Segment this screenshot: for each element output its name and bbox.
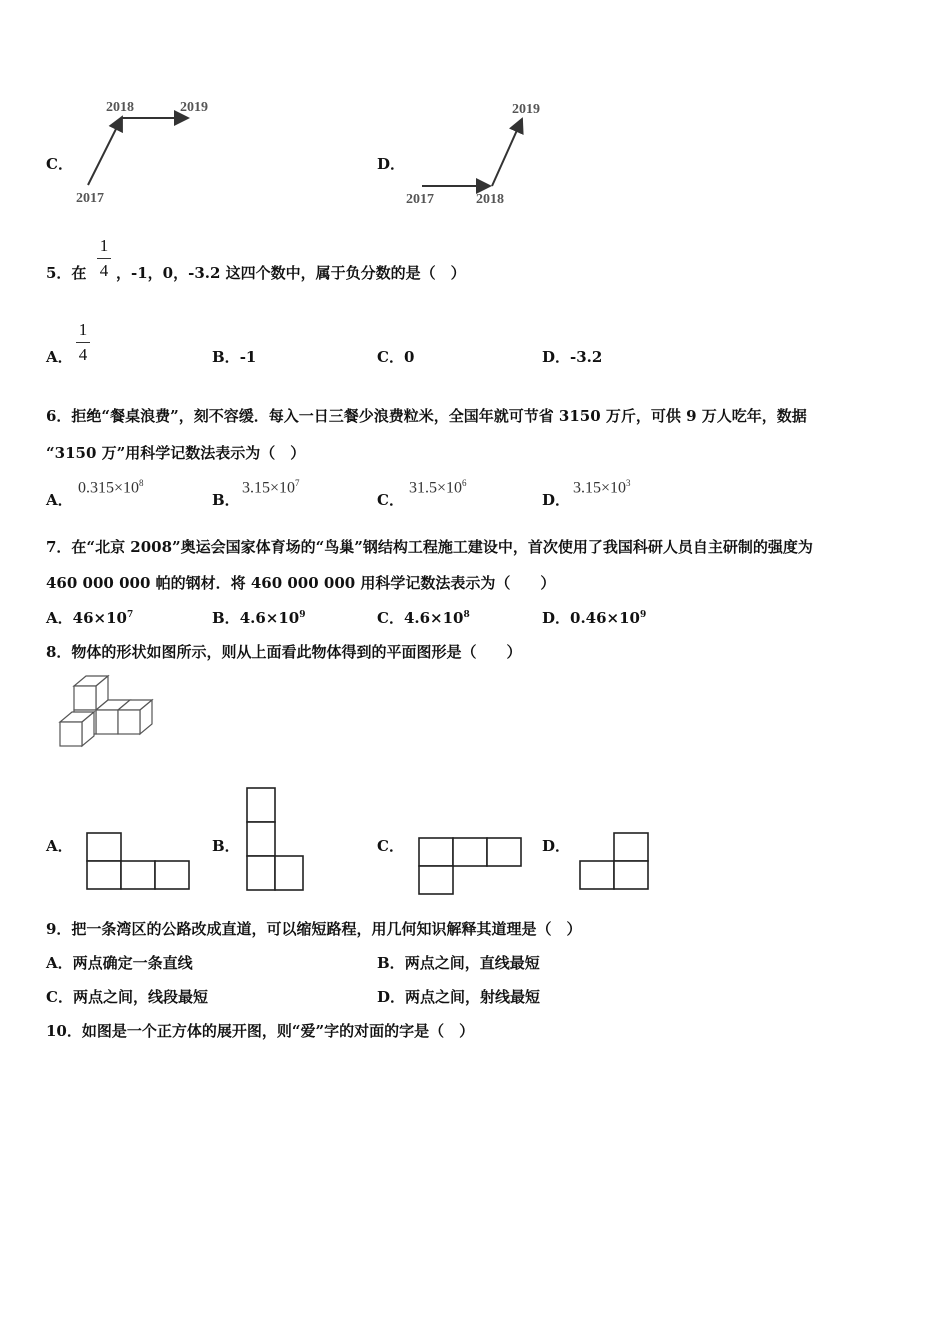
q5-option-b: B．-1 — [212, 348, 257, 366]
q8-option-d-figure — [579, 832, 653, 892]
q6-option-d-label: D． — [542, 491, 571, 509]
q6-stem-line1: 6．拒绝“餐桌浪费”，刻不容缓．每入一日三餐少浪费粒米，全国年就可节省 3150 万斤，可供 9 万人吃年，数据 — [46, 407, 807, 425]
q8-stem: 8．物体的形状如图所示，则从上面看此物体得到的平面图形是（ ） — [46, 643, 522, 661]
q4c-year-2017: 2017 — [76, 191, 104, 206]
q7-option-b: B．$4.6\times 10^9$ — [212, 609, 306, 627]
q10-stem: 10．如图是一个正方体的展开图，则“爱”字的对面的字是（ ） — [46, 1022, 475, 1040]
q5-frac-num: 1 — [99, 236, 109, 255]
q4c-arrow-2017-2018 — [88, 117, 122, 185]
q9-option-d: D．两点之间，射线最短 — [377, 988, 541, 1006]
q5-option-a-label: A． — [46, 348, 73, 366]
q4d-year-2019: 2019 — [512, 102, 540, 117]
q8-solid-figure — [56, 672, 168, 752]
q6-option-b-label: B． — [212, 491, 240, 509]
q4d-year-2017: 2017 — [406, 192, 434, 207]
q7-option-a: A．$46\times 10^7$ — [46, 609, 134, 627]
q8-option-c-label: C． — [377, 837, 404, 855]
q6-option-a-label: A． — [46, 491, 73, 509]
q4-option-d-label: D． — [377, 155, 406, 173]
q6-option-a-value: $0.315\times 10^8$ — [78, 478, 144, 497]
q6-stem-line2: “3150 万”用科学记数法表示为（ ） — [46, 444, 306, 462]
q9-stem: 9．把一条湾区的公路改成直道，可以缩短路程，用几何知识解释其道理是（ ） — [46, 920, 582, 938]
q4-option-d-diagram — [400, 95, 570, 210]
q5-option-d: D．-3.2 — [542, 348, 603, 366]
q4-option-c-diagram — [70, 95, 240, 210]
q9-option-b: B．两点之间，直线最短 — [377, 954, 540, 972]
q5-frac-den: 4 — [99, 261, 109, 280]
q8-option-a-label: A． — [46, 837, 73, 855]
q7-stem-line1: 7．在“北京 2008”奥运会国家体育场的“鸟巢”钢结构工程施工建设中，首次使用了我国科研人员自主研制的强度为 — [46, 538, 813, 556]
q6-option-d-value: $3.15\times 10^3$ — [573, 478, 631, 497]
q6-option-c-value: $31.5\times 10^6$ — [409, 478, 467, 497]
q5-option-a-fraction — [76, 320, 90, 365]
q5-fraction — [97, 236, 111, 281]
q5-option-a-den: 4 — [78, 345, 88, 364]
q7-option-d: D．$0.46\times 10^9$ — [542, 609, 647, 627]
q5-stem-rest: ，-1，0，-3.2 这四个数中，属于负分数的是（ ） — [116, 264, 466, 282]
q9-option-c: C．两点之间，线段最短 — [46, 988, 208, 1006]
q9-option-a: A．两点确定一条直线 — [46, 954, 193, 972]
q4d-arrow-2018-2019 — [492, 119, 522, 186]
q8-option-a-figure — [86, 832, 192, 892]
q8-option-d-label: D． — [542, 837, 571, 855]
q4c-year-2019: 2019 — [180, 100, 208, 115]
q5-option-c: C．0 — [377, 348, 415, 366]
q8-option-b-label: B． — [212, 837, 240, 855]
q4-option-c-label: C． — [46, 155, 73, 173]
q6-option-c-label: C． — [377, 491, 404, 509]
q4c-year-2018: 2018 — [106, 100, 134, 115]
q4d-year-2018: 2018 — [476, 192, 504, 207]
q5-number: 5．在 — [46, 264, 87, 282]
q8-option-b-figure — [246, 787, 308, 893]
q7-option-c: C．$4.6\times 10^8$ — [377, 609, 470, 627]
q5-option-a-num: 1 — [78, 320, 88, 339]
q7-stem-line2: 460 000 000 帕的钢材．将 460 000 000 用科学记数法表示为（ ） — [46, 574, 556, 592]
q6-option-b-value: $3.15\times 10^7$ — [242, 478, 300, 497]
q8-option-c-figure — [418, 837, 526, 897]
